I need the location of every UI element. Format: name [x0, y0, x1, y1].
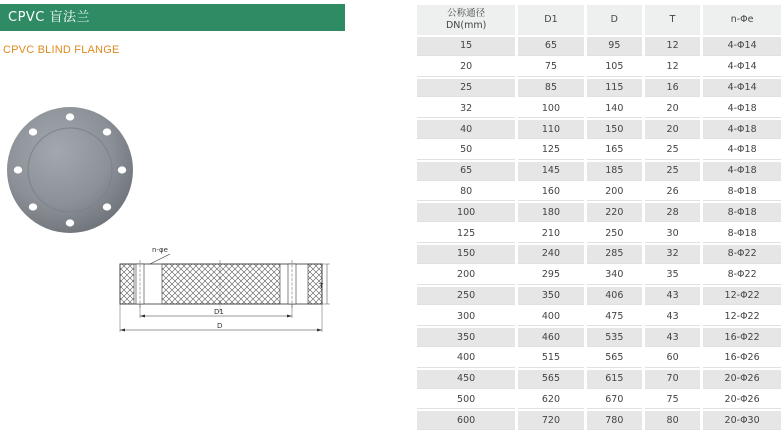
cell-d1: 565 — [518, 370, 583, 389]
cell-dn: 40 — [417, 120, 515, 139]
cell-t: 12 — [645, 58, 700, 77]
cell-dn: 600 — [417, 411, 515, 430]
cell-d: 165 — [587, 141, 642, 160]
cell-holes: 8-Φ22 — [703, 245, 781, 264]
cell-t: 35 — [645, 266, 700, 285]
table-row — [417, 391, 781, 410]
cell-holes: 4-Φ14 — [703, 37, 781, 56]
cell-t: 26 — [645, 183, 700, 202]
cell-holes: 8-Φ18 — [703, 203, 781, 222]
flange-photo — [6, 106, 134, 234]
cell-holes: 4-Φ18 — [703, 120, 781, 139]
cell-dn: 400 — [417, 349, 515, 368]
cell-d: 220 — [587, 203, 642, 222]
cell-t: 43 — [645, 307, 700, 326]
cell-d: 475 — [587, 307, 642, 326]
cell-t: 30 — [645, 224, 700, 243]
table-row — [417, 162, 781, 181]
cell-d1: 160 — [518, 183, 583, 202]
cell-d: 340 — [587, 266, 642, 285]
cell-holes: 4-Φ18 — [703, 141, 781, 160]
cell-d: 670 — [587, 391, 642, 410]
cell-d1: 515 — [518, 349, 583, 368]
cell-d1: 75 — [518, 58, 583, 77]
cell-d1: 85 — [518, 79, 583, 98]
cell-dn: 65 — [417, 162, 515, 181]
cell-holes: 4-Φ18 — [703, 99, 781, 118]
cell-holes: 4-Φ14 — [703, 58, 781, 77]
cell-d1: 145 — [518, 162, 583, 181]
cell-dn: 25 — [417, 79, 515, 98]
table-header-row — [417, 5, 781, 35]
table-row — [417, 370, 781, 389]
column-header-d1: D1 — [518, 5, 583, 35]
cell-d1: 100 — [518, 99, 583, 118]
cell-d1: 240 — [518, 245, 583, 264]
cell-d1: 460 — [518, 328, 583, 347]
cell-holes: 20-Φ30 — [703, 411, 781, 430]
cell-d: 615 — [587, 370, 642, 389]
cell-t: 32 — [645, 245, 700, 264]
cell-d1: 65 — [518, 37, 583, 56]
cell-t: 80 — [645, 411, 700, 430]
cell-d: 780 — [587, 411, 642, 430]
cell-d: 250 — [587, 224, 642, 243]
d-dimension-label: D — [217, 322, 223, 330]
cell-holes: 4-Φ18 — [703, 162, 781, 181]
cell-dn: 450 — [417, 370, 515, 389]
cell-dn: 250 — [417, 287, 515, 306]
cell-d: 406 — [587, 287, 642, 306]
cell-t: 20 — [645, 99, 700, 118]
cell-holes: 20-Φ26 — [703, 370, 781, 389]
cell-d1: 110 — [518, 120, 583, 139]
cell-dn: 150 — [417, 245, 515, 264]
cell-dn: 300 — [417, 307, 515, 326]
column-header-dn-line2: DN(mm) — [445, 20, 487, 31]
cell-t: 25 — [645, 141, 700, 160]
cell-dn: 200 — [417, 266, 515, 285]
cell-d1: 125 — [518, 141, 583, 160]
cell-dn: 50 — [417, 141, 515, 160]
cell-d1: 620 — [518, 391, 583, 410]
cell-dn: 500 — [417, 391, 515, 410]
table-row — [417, 183, 781, 202]
table-row — [417, 120, 781, 139]
cell-d: 150 — [587, 120, 642, 139]
cell-t: 28 — [645, 203, 700, 222]
table-row — [417, 141, 781, 160]
cell-holes: 12-Φ22 — [703, 287, 781, 306]
cell-t: 25 — [645, 162, 700, 181]
column-header-d: D — [587, 5, 642, 35]
table-row — [417, 79, 781, 98]
cell-d: 535 — [587, 328, 642, 347]
cell-d: 95 — [587, 37, 642, 56]
cell-holes: 12-Φ22 — [703, 307, 781, 326]
table-row — [417, 307, 781, 326]
cell-t: 20 — [645, 120, 700, 139]
table-row — [417, 224, 781, 243]
table-row — [417, 328, 781, 347]
cell-dn: 15 — [417, 37, 515, 56]
column-header-dn — [417, 5, 515, 35]
column-header-t: T — [645, 5, 700, 35]
cell-d: 115 — [587, 79, 642, 98]
page-title: CPVC 盲法兰 — [0, 4, 345, 31]
spec-table — [414, 3, 784, 432]
cell-holes: 8-Φ18 — [703, 183, 781, 202]
cell-holes: 16-Φ22 — [703, 328, 781, 347]
table-row — [417, 287, 781, 306]
hole-count-label: n-φe — [152, 246, 168, 254]
table-row — [417, 411, 781, 430]
column-header-dn-line1: 公称通径 — [447, 8, 486, 19]
cell-d: 200 — [587, 183, 642, 202]
cell-t: 43 — [645, 287, 700, 306]
column-header-holes: n-Φe — [703, 5, 781, 35]
d1-dimension-label: D1 — [214, 308, 224, 316]
cell-d: 105 — [587, 58, 642, 77]
table-row — [417, 58, 781, 77]
cell-t: 75 — [645, 391, 700, 410]
cell-d: 285 — [587, 245, 642, 264]
cell-d1: 350 — [518, 287, 583, 306]
cell-d1: 720 — [518, 411, 583, 430]
cell-dn: 100 — [417, 203, 515, 222]
cell-t: 16 — [645, 79, 700, 98]
cell-holes: 16-Φ26 — [703, 349, 781, 368]
cell-holes: 20-Φ26 — [703, 391, 781, 410]
cell-t: 60 — [645, 349, 700, 368]
cell-d: 565 — [587, 349, 642, 368]
table-row — [417, 349, 781, 368]
cell-t: 43 — [645, 328, 700, 347]
cell-t: 70 — [645, 370, 700, 389]
cell-dn: 32 — [417, 99, 515, 118]
product-subtitle: CPVC BLIND FLANGE — [3, 44, 120, 56]
cell-dn: 125 — [417, 224, 515, 243]
table-row — [417, 245, 781, 264]
cell-dn: 350 — [417, 328, 515, 347]
table-row — [417, 37, 781, 56]
cell-holes: 8-Φ22 — [703, 266, 781, 285]
cell-dn: 80 — [417, 183, 515, 202]
thickness-label: T — [319, 282, 324, 290]
cell-d1: 400 — [518, 307, 583, 326]
cell-t: 12 — [645, 37, 700, 56]
cross-section-drawing — [112, 242, 332, 334]
cell-d: 140 — [587, 99, 642, 118]
cell-d1: 180 — [518, 203, 583, 222]
table-row — [417, 99, 781, 118]
cell-holes: 8-Φ18 — [703, 224, 781, 243]
cell-d1: 295 — [518, 266, 583, 285]
cell-dn: 20 — [417, 58, 515, 77]
cell-holes: 4-Φ14 — [703, 79, 781, 98]
cell-d1: 210 — [518, 224, 583, 243]
table-row — [417, 266, 781, 285]
table-row — [417, 203, 781, 222]
cell-d: 185 — [587, 162, 642, 181]
